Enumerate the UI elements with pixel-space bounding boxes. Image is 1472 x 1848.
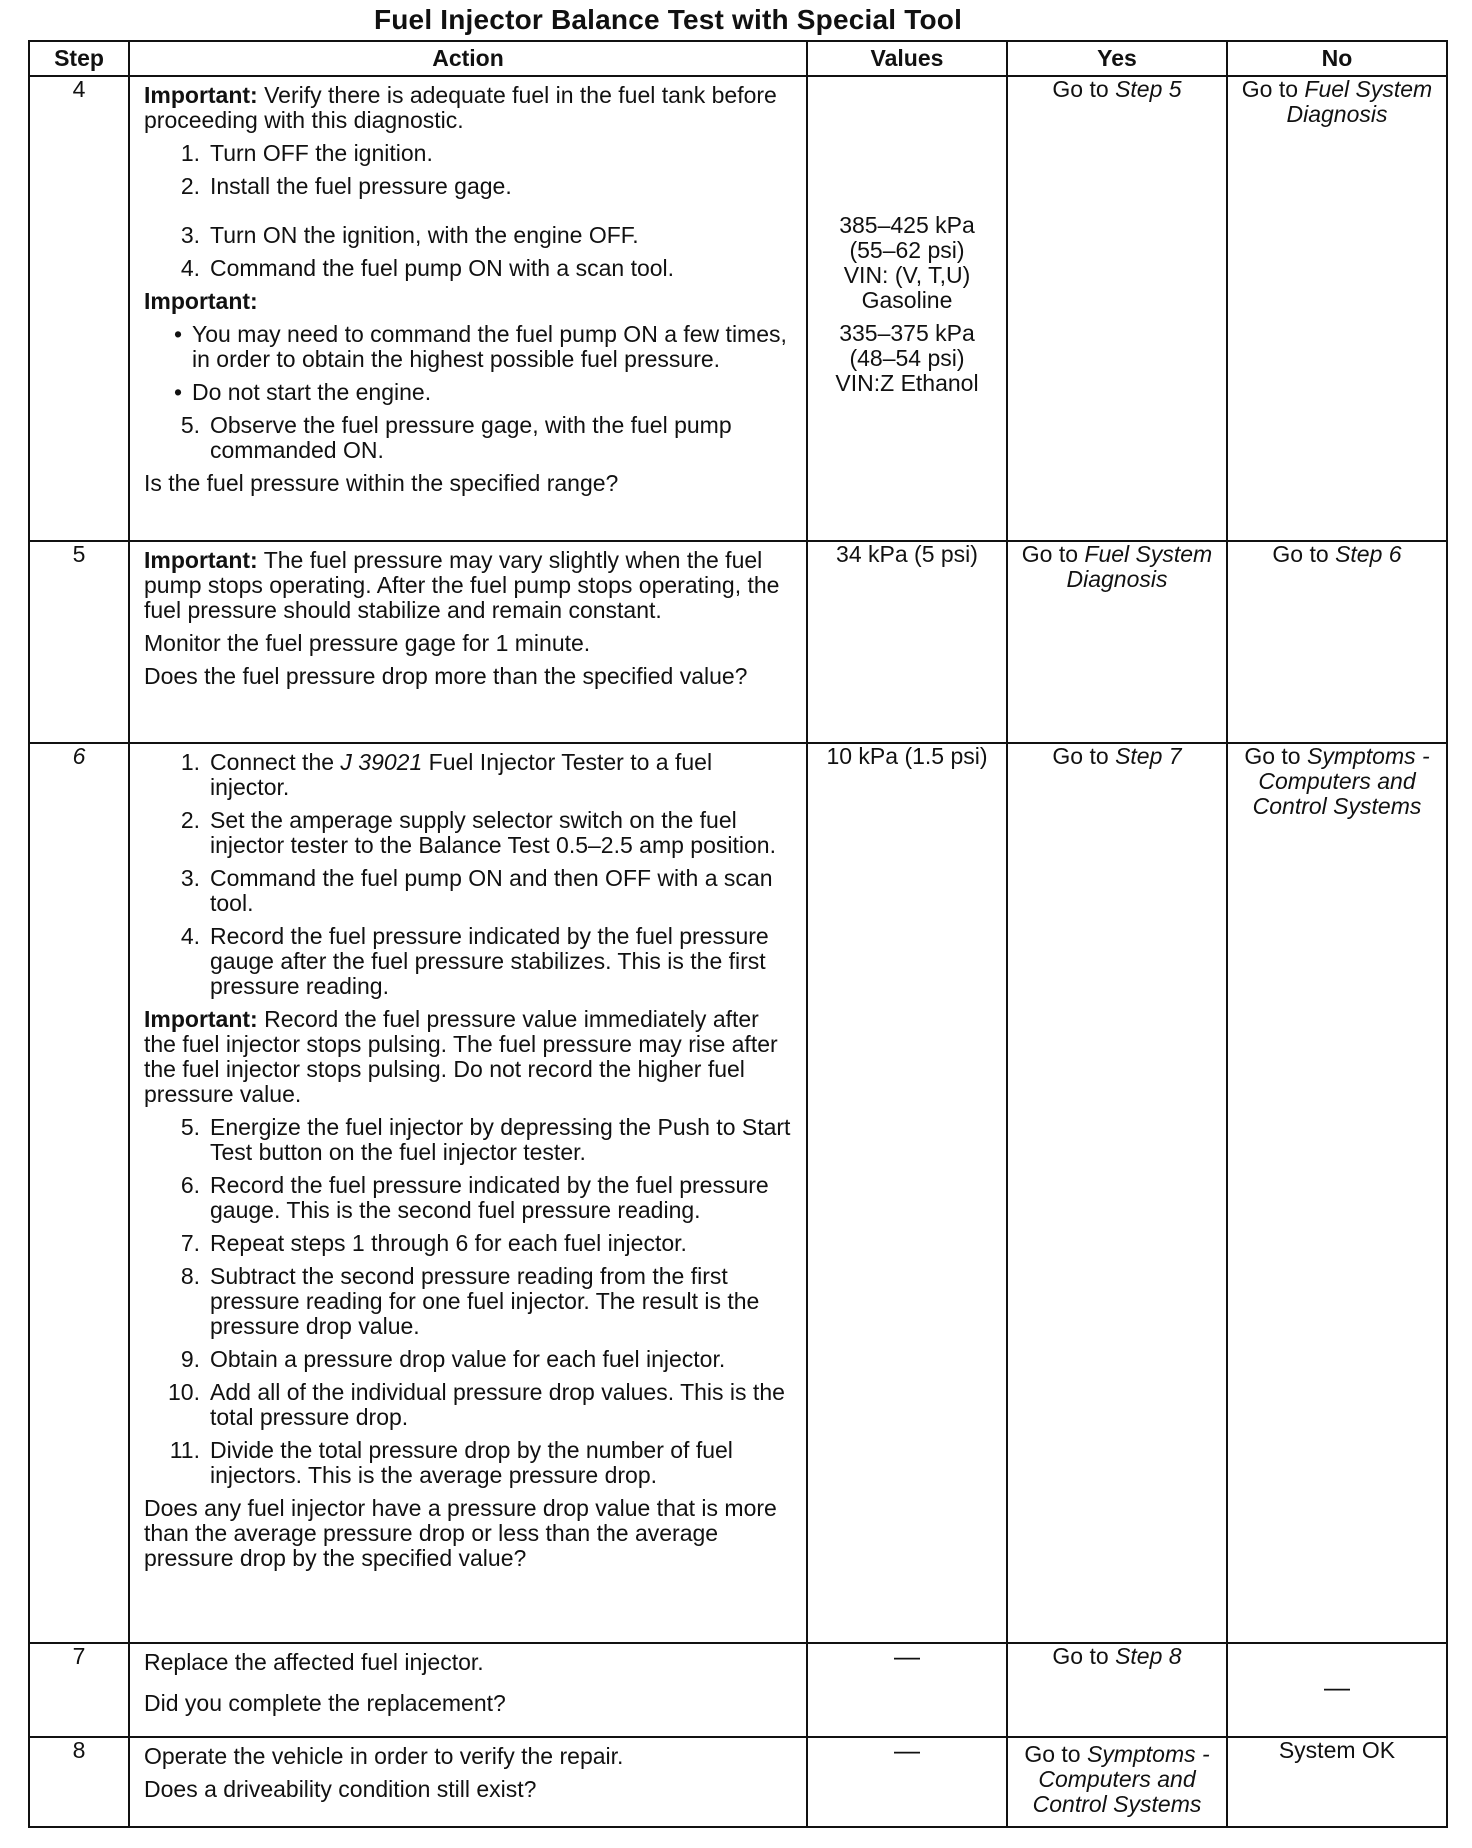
action-cell: [129, 1737, 807, 1827]
bullet-list: [144, 322, 796, 405]
item-text-part: Connect the: [210, 749, 341, 775]
values-cell: 10 kPa (1.5 psi): [807, 743, 1007, 1643]
yes-cell: [1007, 541, 1227, 743]
yes-prefix: Go to: [1021, 541, 1085, 567]
instruction-text: Monitor the fuel pressure gage for 1 minute.: [144, 630, 591, 656]
yes-cell: [1007, 743, 1227, 1643]
important-note: [144, 548, 796, 623]
value-line: 335–375 kPa: [839, 320, 975, 346]
values-cell: [807, 1737, 1007, 1827]
no-cell: [1227, 1643, 1447, 1737]
item-text-part: Fuel Injector Tester to a fuel injector.: [210, 749, 713, 800]
list-item: [144, 413, 796, 463]
step-number: 5: [29, 541, 129, 743]
no-link[interactable]: Fuel System Diagnosis: [1286, 76, 1433, 127]
step-number: 4: [29, 76, 129, 541]
important-label: Important:: [144, 288, 258, 314]
yes-link[interactable]: Step 7: [1115, 743, 1182, 769]
value-line: (55–62 psi): [849, 237, 965, 263]
step-number: 8: [29, 1737, 129, 1827]
important-label: Important:: [144, 82, 258, 108]
list-item: [144, 380, 796, 405]
item-text: Record the fuel pressure indicated by the fuel pressure gauge after the fuel pressure stabilizes. This is the first pressure reading.: [210, 923, 769, 999]
question-text: Does a driveability condition still exist?: [144, 1776, 537, 1802]
item-text: Do not start the engine.: [192, 379, 432, 405]
list-item: [144, 924, 796, 999]
bullet-icon: •: [173, 321, 182, 347]
list-item: [144, 1115, 796, 1165]
item-text: Observe the fuel pressure gage, with the fuel pump commanded ON.: [210, 412, 732, 463]
item-text: Command the fuel pump ON and then OFF with a scan tool.: [210, 865, 773, 916]
yes-cell: [1007, 76, 1227, 541]
instruction-text: Operate the vehicle in order to verify the repair.: [144, 1743, 624, 1769]
header-yes: Yes: [1007, 41, 1227, 76]
no-cell: [1227, 76, 1447, 541]
item-number: 4.: [180, 255, 200, 281]
no-link[interactable]: Symptoms - Computers and Control Systems: [1252, 743, 1430, 819]
value-line: Gasoline: [861, 287, 953, 313]
table-row: [29, 1643, 1447, 1737]
item-number: 10.: [168, 1379, 200, 1405]
action-cell: [129, 1643, 807, 1737]
action-cell: [129, 743, 807, 1643]
values-cell: [807, 76, 1007, 541]
list-item: [144, 322, 796, 372]
item-text: Repeat steps 1 through 6 for each fuel injector.: [210, 1230, 687, 1256]
important-label: Important:: [144, 547, 258, 573]
important-text: Verify there is adequate fuel in the fuel tank before proceeding with this diagnostic.: [144, 82, 777, 133]
no-cell: System OK: [1227, 1737, 1447, 1827]
item-text: Subtract the second pressure reading from the first pressure reading for one fuel injector. The result is the pressure drop value.: [210, 1263, 760, 1339]
no-cell: [1227, 743, 1447, 1643]
item-text: Set the amperage supply selector switch on the fuel injector tester to the Balance Test 0.5–2.5 amp position.: [210, 807, 776, 858]
list-item: [144, 866, 796, 916]
no-prefix: Go to: [1244, 743, 1307, 769]
list-item: [144, 1347, 796, 1372]
item-number: 1.: [180, 749, 200, 775]
item-text: [210, 750, 796, 800]
action-cell: [129, 541, 807, 743]
table-row: [29, 743, 1447, 1643]
tool-reference: J 39021: [340, 749, 423, 775]
list-item: [144, 1264, 796, 1339]
yes-cell: [1007, 1737, 1227, 1827]
value-line: VIN:Z Ethanol: [835, 370, 979, 396]
item-number: 5.: [180, 1114, 200, 1140]
values-cell: [807, 1643, 1007, 1737]
header-row: [29, 41, 1447, 76]
list-item: [144, 808, 796, 858]
procedure-list: [144, 1115, 796, 1488]
item-text: Turn ON the ignition, with the engine OFF.: [210, 222, 639, 248]
yes-prefix: Go to: [1052, 1643, 1116, 1669]
item-text: You may need to command the fuel pump ON a few times, in order to obtain the highest possible fuel pressure.: [192, 321, 787, 372]
table-row: [29, 76, 1447, 541]
yes-cell: [1007, 1643, 1227, 1737]
value-dash: —: [894, 1735, 920, 1765]
list-item: [144, 1173, 796, 1223]
values-cell: 34 kPa (5 psi): [807, 541, 1007, 743]
item-number: 4.: [180, 923, 200, 949]
action-cell: [129, 76, 807, 541]
list-item: [144, 1438, 796, 1488]
item-number: 7.: [180, 1230, 200, 1256]
yes-link[interactable]: Step 5: [1115, 76, 1182, 102]
important-note: [144, 1007, 796, 1107]
question-text: Does the fuel pressure drop more than the specified value?: [144, 663, 748, 689]
header-action: Action: [129, 41, 807, 76]
item-text: Add all of the individual pressure drop values. This is the total pressure drop.: [210, 1379, 785, 1430]
diagnostic-table: [28, 40, 1448, 1828]
item-number: 11.: [169, 1437, 200, 1463]
important-text: The fuel pressure may vary slightly when the fuel pump stops operating. After the fuel pump stops operating, the fuel pressure should stabilize and remain constant.: [144, 547, 780, 623]
list-item: [144, 174, 796, 199]
item-text: Record the fuel pressure indicated by the fuel pressure gauge. This is the second fuel pressure reading.: [210, 1172, 769, 1223]
important-text: Record the fuel pressure value immediately after the fuel injector stops pulsing. The fuel pressure may rise after the fuel injector stops pulsing. Do not record the higher fuel pressure value.: [144, 1006, 778, 1107]
item-number: 5.: [180, 412, 200, 438]
header-values: Values: [807, 41, 1007, 76]
item-text: Command the fuel pump ON with a scan tool.: [210, 255, 675, 281]
yes-link[interactable]: Step 8: [1115, 1643, 1182, 1669]
list-item: [144, 1231, 796, 1256]
value-line: 385–425 kPa: [839, 212, 975, 238]
question-text: Is the fuel pressure within the specified range?: [144, 470, 619, 496]
table-row: [29, 1737, 1447, 1827]
spacer: [144, 1675, 796, 1691]
yes-link[interactable]: Fuel System Diagnosis: [1066, 541, 1213, 592]
header-step: Step: [29, 41, 129, 76]
list-item: [144, 1380, 796, 1430]
value-dash: —: [894, 1641, 920, 1671]
no-prefix: Go to: [1272, 541, 1336, 567]
item-text: Turn OFF the ignition.: [210, 140, 433, 166]
item-number: 9.: [180, 1346, 200, 1372]
value-line: VIN: (V, T,U): [843, 262, 971, 288]
item-text: Install the fuel pressure gage.: [210, 173, 512, 199]
header-no: No: [1227, 41, 1447, 76]
procedure-list: [144, 750, 796, 999]
yes-prefix: Go to: [1052, 76, 1116, 102]
list-item: [144, 141, 796, 166]
item-number: 2.: [180, 173, 200, 199]
item-number: 8.: [180, 1263, 200, 1289]
item-number: 2.: [180, 807, 200, 833]
item-number: 1.: [180, 140, 200, 166]
important-note: [144, 83, 796, 133]
yes-prefix: Go to: [1024, 1741, 1087, 1767]
no-link[interactable]: Step 6: [1335, 541, 1402, 567]
yes-prefix: Go to: [1052, 743, 1116, 769]
important-label: Important:: [144, 1006, 258, 1032]
no-dash: —: [1324, 1672, 1350, 1702]
procedure-list: [144, 141, 796, 281]
table-row: [29, 541, 1447, 743]
list-item: [144, 256, 796, 281]
question-text: Did you complete the replacement?: [144, 1690, 506, 1716]
no-prefix: Go to: [1241, 76, 1305, 102]
item-number: 6.: [180, 1172, 200, 1198]
step-number: 6: [29, 743, 129, 1643]
value-line: (48–54 psi): [849, 345, 965, 371]
bullet-icon: •: [173, 379, 182, 405]
no-cell: [1227, 541, 1447, 743]
list-item: [144, 750, 796, 800]
item-text: Energize the fuel injector by depressing the Push to Start Test button on the fuel injector tester.: [210, 1114, 791, 1165]
procedure-list: [144, 413, 796, 463]
yes-link[interactable]: Symptoms - Computers and Control Systems: [1032, 1741, 1210, 1817]
instruction-text: Replace the affected fuel injector.: [144, 1649, 484, 1675]
item-number: 3.: [180, 222, 200, 248]
item-text: Obtain a pressure drop value for each fuel injector.: [210, 1346, 726, 1372]
page-title: Fuel Injector Balance Test with Special Tool: [373, 4, 963, 35]
list-item: [144, 223, 796, 248]
step-number: 7: [29, 1643, 129, 1737]
item-text: Divide the total pressure drop by the number of fuel injectors. This is the average pressure drop.: [210, 1437, 733, 1488]
question-text: Does any fuel injector have a pressure drop value that is more than the average pressure drop or less than the average pressure drop by the specified value?: [144, 1495, 777, 1571]
item-number: 3.: [180, 865, 200, 891]
